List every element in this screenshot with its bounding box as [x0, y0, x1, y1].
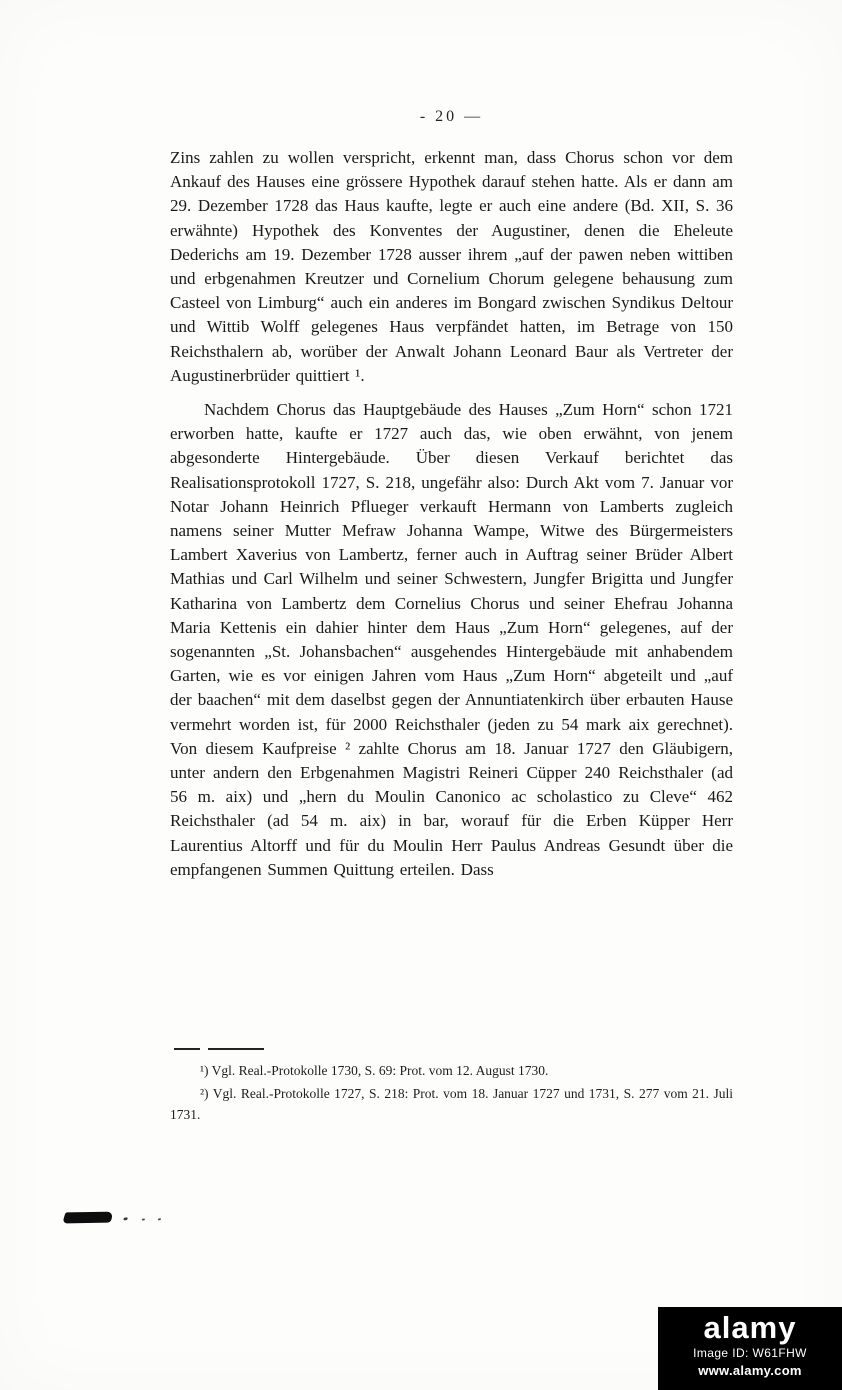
footnote-1: ¹) Vgl. Real.-Protokolle 1730, S. 69: Prot. vom 12. August 1730.	[200, 1063, 549, 1078]
page-number: - 20 —	[419, 108, 484, 125]
body-text	[170, 146, 733, 882]
watermark-url: www.alamy.com	[698, 1363, 802, 1378]
paragraph-2: Nachdem Chorus das Hauptgebäude des Hauses „Zum Horn“ schon 1721 erworben hatte, kaufte er 1727 auch das, wie oben erwähnt, von jenem abgesonderte Hintergebäude. Über diesen Verkauf berichtet das Realisationsprotokoll 1727, S. 218, ungefähr also: Durch Akt vom 7. Januar vor Notar Johann Heinrich Pflueger verkauft Hermann von Lamberts zugleich namens seiner Mutter Mefraw Johanna Wampe, Witwe des Bürgermeisters Lambert Xaverius von Lambertz, ferner auch in Auftrag seiner Brüder Albert Mathias und Carl Wilhelm und seiner Schwestern, Jungfer Brigitta und Jungfer Katharina von Lambertz dem Cornelius Chorus und seiner Ehefrau Johanna Maria Kettenis ein dahier hinter dem Haus „Zum Horn“ gelegenes, auf der sogenannten „St. Johansbachen“ ausgehendes Hintergebäude mit anhabendem Garten, wie es vor einigen Jahren vom Haus „Zum Horn“ abgeteilt und „auf der baachen“ mit dem daselbst gegen der Annuntiatenkirch über erbauten Hause vermehrt worden ist, für 2000 Reichsthaler (jeden zu 54 mark aix gerechnet). Von diesem Kaufpreise ² zahlte Chorus am 18. Januar 1727 den Gläubigern, unter andern den Erbgenahmen Magistri Reineri Cüpper 240 Reichsthaler (ad 56 m. aix) und „hern du Moulin Canonico ac scholastico zu Cleve“ 462 Reichsthaler (ad 54 m. aix) in bar, worauf für die Erben Küpper Herr Laurentius Altorff und für du Moulin Herr Paulus Andreas Gesundt über die empfangenen Summen Quittung erteilen. Dass	[170, 400, 733, 879]
ink-smudge-artifact	[62, 1212, 114, 1224]
footnote-2: ²) Vgl. Real.-Protokolle 1727, S. 218: Prot. vom 18. Januar 1727 und 1731, S. 277 vom 21. Juli 1731.	[170, 1086, 733, 1122]
paragraph-1: Zins zahlen zu wollen verspricht, erkennt man, dass Chorus schon vor dem Ankauf des Hauses eine grössere Hypothek darauf stehen hatte. Als er dann am 29. Dezember 1728 das Haus kaufte, legte er auch eine andere (Bd. XII, S. 36 erwähnte) Hypothek des Konventes der Augustiner, denen die Eheleute Dederichs am 19. Dezember 1728 ausser ihrem „auf der pawen neben wittiben und erbgenahmen Kreutzer und Cornelium Chorum gelegene behausung zum Casteel von Limburg“ auch ein anderes im Bongard zwischen Syndikus Deltour und Wittib Wolff gelegenes Haus verpfändet hatten, im Betrage von 150 Reichsthalern ab, worüber der Anwalt Johann Leonard Baur als Vertreter der Augustinerbrüder quittiert ¹.	[170, 148, 733, 385]
watermark-image-id: Image ID: W61FHW	[693, 1346, 807, 1360]
alamy-logo: alamy	[703, 1310, 797, 1345]
alamy-watermark	[658, 1307, 842, 1390]
footnote-divider	[174, 1048, 264, 1050]
footnotes	[170, 1060, 733, 1127]
